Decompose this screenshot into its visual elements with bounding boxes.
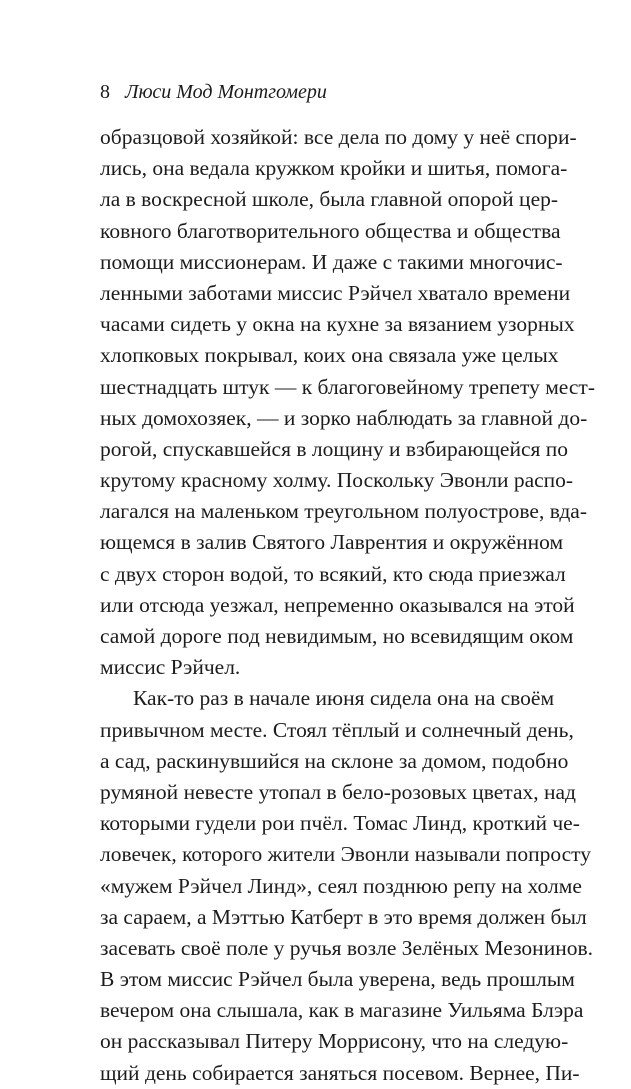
text-line: миссис Рэйчел. (100, 655, 241, 680)
text-line: лагался на маленьком треугольном полуострове, вда- (100, 499, 587, 524)
text-line: часами сидеть у окна на кухне за вязанием узорных (100, 312, 575, 337)
text-line: В этом миссис Рэйчел была уверена, ведь прошлым (100, 967, 575, 992)
text-line: румяной невесте утопал в бело-розовых цветах, над (100, 779, 576, 804)
text-line: шестнадцать штук — к благоговейному трепету мест- (100, 374, 595, 399)
text-line: образцовой хозяйкой: все дела по дому у неё спори- (100, 125, 577, 149)
text-line: засевать своё поле у ручья возле Зелёных Мезонинов. (100, 935, 593, 960)
text-line: лись, она ведала кружком кройки и шитья, помога- (100, 156, 568, 181)
page-number: 8 (100, 81, 110, 103)
text-line: ковного благотворительного общества и общества (100, 218, 561, 243)
text-line: а сад, раскинувшийся на склоне за домом, подобно (100, 748, 569, 773)
text-line: Как-то раз в начале июня сидела она на своём (133, 686, 555, 711)
text-line: «мужем Рэйчел Линд», сеял позднюю репу на холме (100, 873, 582, 898)
text-line: помощи миссионерам. И даже с такими многочис- (100, 249, 563, 274)
text-line: рогой, спускавшейся в лощину и взбирающейся по (100, 436, 569, 461)
text-line: щий день собирается заняться посевом. Вернее, Пи- (100, 1060, 580, 1085)
text-line: крутому красному холму. Поскольку Эвонли распо- (100, 468, 574, 493)
text-line: которыми гудели рои пчёл. Томас Линд, кроткий че- (100, 811, 580, 836)
text-line: ленными заботами миссис Рэйчел хватало времени (100, 280, 571, 305)
running-title: Люси Мод Монтгомери (125, 81, 327, 103)
text-line: с двух сторон водой, то всякий, кто сюда приезжал (100, 561, 566, 586)
text-line: вечером она слышала, как в магазине Уильяма Блэра (100, 998, 584, 1023)
text-line: ловечек, которого жители Эвонли называли попросту (100, 842, 592, 867)
text-line: ных домохозяек, — и зорко наблюдать за главной до- (100, 405, 588, 430)
text-line: самой дороге под невидимым, но всевидящим оком (100, 624, 574, 648)
text-line: хлопковых покрывал, коих она связала уже целых (100, 343, 559, 368)
text-line: привычном месте. Стоял тёплый и солнечный день, (100, 717, 574, 742)
text-line: он рассказывал Питеру Моррисону, что на следую- (100, 1029, 569, 1054)
text-line: или отсюда уезжал, непременно оказывался на этой (100, 592, 575, 617)
body-text (100, 122, 595, 1089)
text-line: ла в воскресной школе, была главной опорой цер- (100, 187, 559, 212)
text-line: ющемся в залив Святого Лаврентия и окружённом (100, 530, 564, 555)
text-line: за сараем, а Мэттью Катберт в это время должен был (100, 904, 587, 929)
running-header (100, 80, 327, 104)
